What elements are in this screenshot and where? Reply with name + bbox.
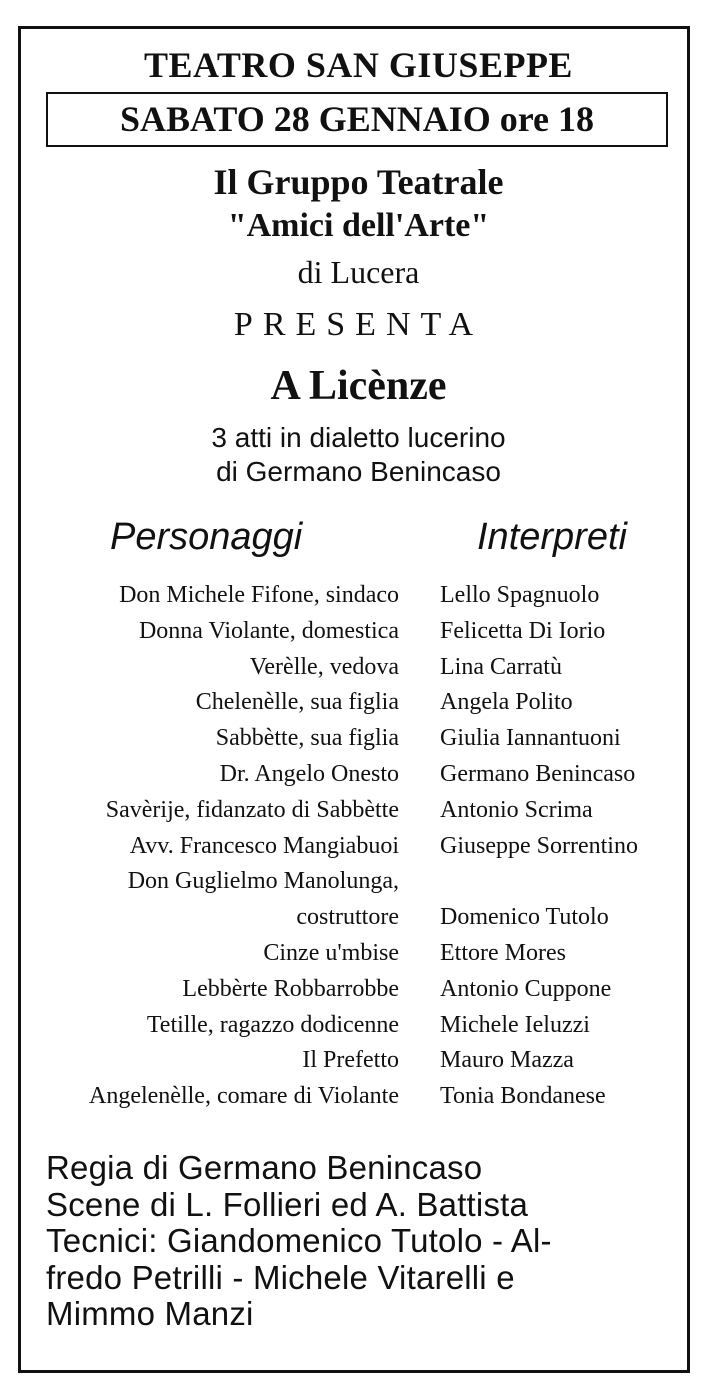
- character-name: Avv. Francesco Mangiabuoi: [129, 832, 399, 859]
- group-name-line2: "Amici dell'Arte": [227, 207, 490, 244]
- cast-row: [0, 725, 717, 761]
- play-title: A Licènze: [270, 363, 447, 409]
- character-name: Il Prefetto: [302, 1047, 399, 1074]
- character-name: Tetille, ragazzo dodicenne: [146, 1011, 399, 1038]
- actor-name: Tonia Bondanese: [440, 1083, 606, 1110]
- cast-row: [0, 1012, 717, 1048]
- actor-name: Mauro Mazza: [440, 1047, 574, 1074]
- actor-name: Michele Ieluzzi: [440, 1011, 590, 1038]
- actor-name: Antonio Cuppone: [440, 975, 612, 1002]
- credit-line-technicians: Tecnici: Giandomenico Tutolo - Al-: [46, 1222, 552, 1259]
- cast-row: [0, 654, 717, 690]
- play-subtitle-author: di Germano Benincaso: [216, 456, 501, 487]
- character-name: costruttore: [296, 904, 399, 931]
- actor-name: Domenico Tutolo: [440, 904, 609, 931]
- cast-row: [0, 940, 717, 976]
- actor-name: Ettore Mores: [440, 939, 566, 966]
- actor-name: Angela Polito: [440, 689, 573, 716]
- theatre-name: TEATRO SAN GIUSEPPE: [144, 45, 573, 85]
- characters-heading: Personaggi: [110, 516, 303, 558]
- actor-name: Germano Benincaso: [440, 760, 636, 787]
- character-name: Cinze u'mbise: [263, 939, 399, 966]
- credit-line-sets: Scene di L. Follieri ed A. Battista: [46, 1185, 529, 1223]
- character-name: Verèlle, vedova: [249, 653, 399, 680]
- cast-row: [0, 582, 717, 618]
- cast-row: [0, 761, 717, 797]
- character-name: Lebbèrte Robbarrobbe: [182, 975, 399, 1002]
- character-name: Don Michele Fifone, sindaco: [119, 582, 399, 608]
- cast-row: [0, 833, 717, 869]
- character-name: Dr. Angelo Onesto: [219, 760, 399, 787]
- character-name: Donna Violante, domestica: [138, 617, 399, 644]
- cast-row: [0, 618, 717, 654]
- cast-row: [0, 1047, 717, 1083]
- date-box: SABATO 28 GENNAIO ore 18: [46, 92, 668, 147]
- cast-row: [0, 689, 717, 725]
- character-name: Don Guglielmo Manolunga,: [127, 868, 399, 895]
- cast-list: [0, 582, 717, 1119]
- credits-block: [46, 1150, 676, 1333]
- actor-name: Antonio Scrima: [440, 796, 593, 823]
- actor-name: Giulia Iannantuoni: [440, 725, 621, 752]
- actors-heading: Interpreti: [477, 516, 627, 558]
- character-name: Angelenèlle, comare di Violante: [89, 1083, 399, 1110]
- character-name: Sabbètte, sua figlia: [215, 725, 399, 752]
- cast-row: [0, 904, 717, 940]
- actor-name: Giuseppe Sorrentino: [440, 832, 638, 859]
- credit-line-technicians-cont: fredo Petrilli - Michele Vitarelli e: [46, 1258, 515, 1296]
- group-name-line1: Il Gruppo Teatrale: [213, 162, 504, 202]
- cast-row: [0, 797, 717, 833]
- character-name: Chelenèlle, sua figlia: [195, 689, 399, 716]
- credit-line-director: Regia di Germano Benincaso: [46, 1149, 483, 1186]
- group-city: di Lucera: [297, 254, 420, 290]
- credit-line-technicians-end: Mimmo Manzi: [46, 1295, 254, 1332]
- actor-name: Lello Spagnuolo: [440, 582, 600, 608]
- actor-name: Lina Carratù: [440, 653, 562, 680]
- cast-row: [0, 1083, 717, 1119]
- character-name: Savèrije, fidanzato di Sabbètte: [105, 796, 399, 823]
- actor-name: Felicetta Di Iorio: [440, 617, 606, 644]
- presents-label: PRESENTA: [233, 306, 484, 343]
- cast-row: [0, 976, 717, 1012]
- cast-row: [0, 868, 717, 904]
- play-subtitle-acts: 3 atti in dialetto lucerino: [211, 422, 506, 453]
